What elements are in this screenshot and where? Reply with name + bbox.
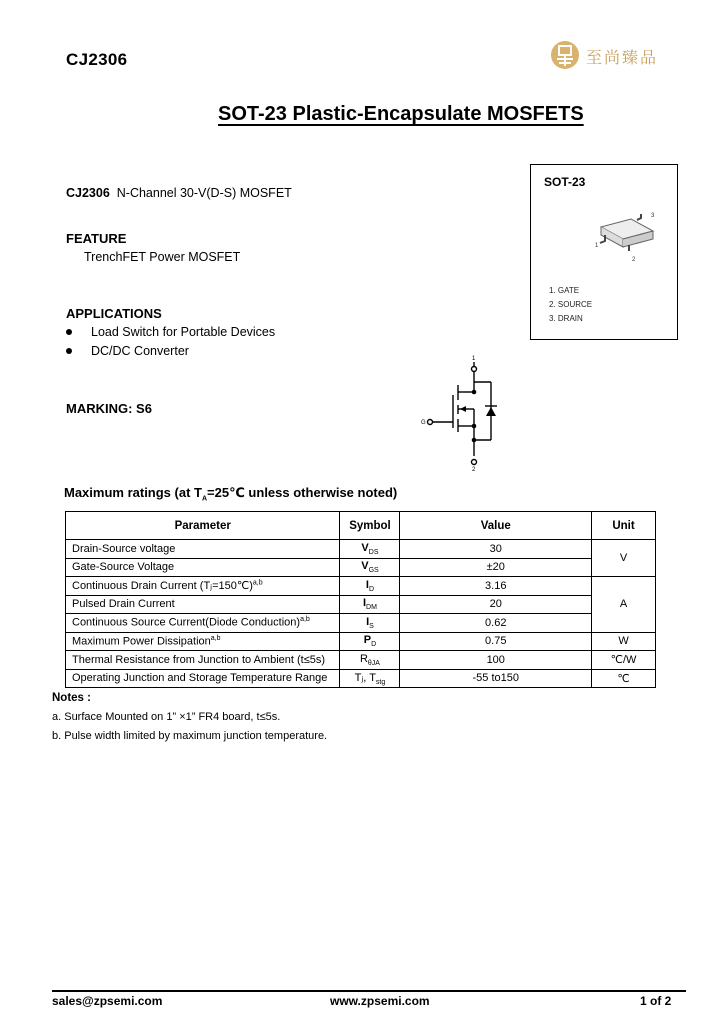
application-item <box>66 344 189 358</box>
param-sup: a,b <box>300 616 310 624</box>
symbol-cell <box>340 540 400 559</box>
unit-cell: A <box>592 577 656 633</box>
table-row <box>66 632 656 651</box>
pin-number-label: 1 <box>595 243 599 249</box>
mosfet-schematic-icon <box>418 352 508 472</box>
sot23-package-icon <box>591 205 661 270</box>
table-row <box>66 614 656 633</box>
note-b: b. Pulse width limited by maximum junction temperature. <box>52 730 328 742</box>
logo-text: 至尚臻品 <box>586 50 659 67</box>
param-sup: a,b <box>252 579 263 587</box>
param-text: Pulsed Drain Current <box>72 598 175 611</box>
symbol-cell <box>340 614 400 633</box>
marking: MARKING: S6 <box>66 401 152 416</box>
table-header-row <box>66 512 656 540</box>
symbol-text: R <box>359 652 368 665</box>
param-text: Continuous Drain Current (Tⱼ=150℃) <box>72 580 253 593</box>
table-row <box>66 595 656 614</box>
table-row <box>66 577 656 596</box>
param-sup: a,b <box>210 634 221 642</box>
part-number: CJ2306 <box>66 50 128 69</box>
symbol-cell <box>340 558 400 577</box>
unit-cell: ℃ <box>592 669 656 688</box>
footer-email[interactable]: sales@zpsemi.com <box>52 994 163 1008</box>
param-cell <box>66 651 340 670</box>
logo-mark-icon <box>550 40 580 70</box>
note-a: a. Surface Mounted on 1” ×1” FR4 board, t≤5s. <box>52 711 281 723</box>
value-cell: 0.75 <box>400 632 592 651</box>
param-cell <box>66 614 340 633</box>
bullet-icon <box>66 329 72 335</box>
document-title: SOT-23 Plastic-Encapsulate MOSFETS <box>218 103 584 125</box>
param-cell <box>66 669 340 688</box>
symbol-cell <box>340 632 400 651</box>
symbol-sub: D <box>371 641 377 649</box>
symbol-text: I <box>366 615 370 628</box>
param-cell <box>66 577 340 596</box>
symbol-cell <box>340 669 400 688</box>
device-description <box>66 186 292 200</box>
pin-item: 2. SOURCE <box>549 300 593 309</box>
symbol-sub: DM <box>366 604 377 612</box>
param-text: Maximum Power Dissipation <box>72 635 211 648</box>
table-row <box>66 540 656 559</box>
table-row <box>66 651 656 670</box>
page-number: 1 of 2 <box>640 994 672 1008</box>
schematic-label: 2 <box>472 467 476 472</box>
package-box <box>530 164 678 340</box>
description-part: CJ2306 <box>66 186 110 200</box>
value-cell: 3.16 <box>400 577 592 596</box>
table-row <box>66 558 656 577</box>
symbol-sub: S <box>369 622 374 630</box>
column-header: Unit <box>592 512 656 540</box>
ratings-heading-text: =25℃ unless otherwise noted) <box>207 485 398 500</box>
application-item <box>66 325 275 339</box>
value-cell: 20 <box>400 595 592 614</box>
param-cell <box>66 558 340 577</box>
symbol-sub: D <box>368 585 375 593</box>
pin-item: 3. DRAIN <box>549 314 583 323</box>
feature-heading: FEATURE <box>66 231 127 246</box>
param-text: Gate-Source Voltage <box>72 561 175 574</box>
description-text: N-Channel 30-V(D-S) MOSFET <box>116 186 292 200</box>
param-text: Drain-Source voltage <box>72 542 176 555</box>
pin-number-label: 2 <box>632 257 636 263</box>
symbol-text: I <box>365 578 369 591</box>
symbol-cell <box>340 577 400 596</box>
symbol-text: I <box>362 597 367 610</box>
param-text: Thermal Resistance from Junction to Ambient (t≤5s) <box>72 653 326 666</box>
applications-heading: APPLICATIONS <box>66 306 162 321</box>
bullet-icon <box>66 348 72 354</box>
symbol-text: P <box>363 634 372 647</box>
symbol-cell <box>340 595 400 614</box>
symbol-sub: stg <box>375 678 386 686</box>
ratings-heading-text: Maximum ratings (at T <box>64 485 202 500</box>
ratings-heading <box>64 485 397 503</box>
schematic-label: 1 <box>472 356 476 362</box>
ratings-heading-sub: A <box>201 495 208 503</box>
application-item-text: DC/DC Converter <box>91 344 189 358</box>
unit-cell: ℃/W <box>592 651 656 670</box>
value-cell: 0.62 <box>400 614 592 633</box>
pin-item: 1. GATE <box>549 286 580 295</box>
pin-list <box>549 284 592 326</box>
symbol-text: V <box>361 541 369 554</box>
footer-divider <box>52 990 686 992</box>
symbol-sub: GS <box>368 567 379 575</box>
param-cell <box>66 540 340 559</box>
notes-heading: Notes : <box>52 692 91 704</box>
value-cell: -55 to150 <box>400 669 592 688</box>
feature-text: TrenchFET Power MOSFET <box>84 250 241 264</box>
symbol-text: V <box>361 560 369 573</box>
column-header: Value <box>400 512 592 540</box>
unit-cell: V <box>592 540 656 577</box>
symbol-text: Tⱼ, T <box>354 671 376 684</box>
company-logo <box>550 40 670 70</box>
table-row <box>66 669 656 688</box>
symbol-sub: θJA <box>367 659 380 667</box>
schematic-label: G <box>421 420 426 426</box>
value-cell: 100 <box>400 651 592 670</box>
param-text: Operating Junction and Storage Temperature Range <box>72 672 328 685</box>
value-cell: 30 <box>400 540 592 559</box>
package-title: SOT-23 <box>544 175 586 189</box>
unit-cell: W <box>592 632 656 651</box>
value-cell: ±20 <box>400 558 592 577</box>
column-header: Parameter <box>66 512 340 540</box>
symbol-sub: DS <box>368 548 379 556</box>
footer-website[interactable]: www.zpsemi.com <box>330 994 430 1008</box>
param-text: Continuous Source Current(Diode Conduction) <box>72 617 301 630</box>
param-cell <box>66 595 340 614</box>
application-item-text: Load Switch for Portable Devices <box>91 325 276 339</box>
param-cell <box>66 632 340 651</box>
ratings-table <box>65 511 656 688</box>
symbol-cell <box>340 651 400 670</box>
pin-number-label: 3 <box>651 213 655 219</box>
column-header: Symbol <box>340 512 400 540</box>
